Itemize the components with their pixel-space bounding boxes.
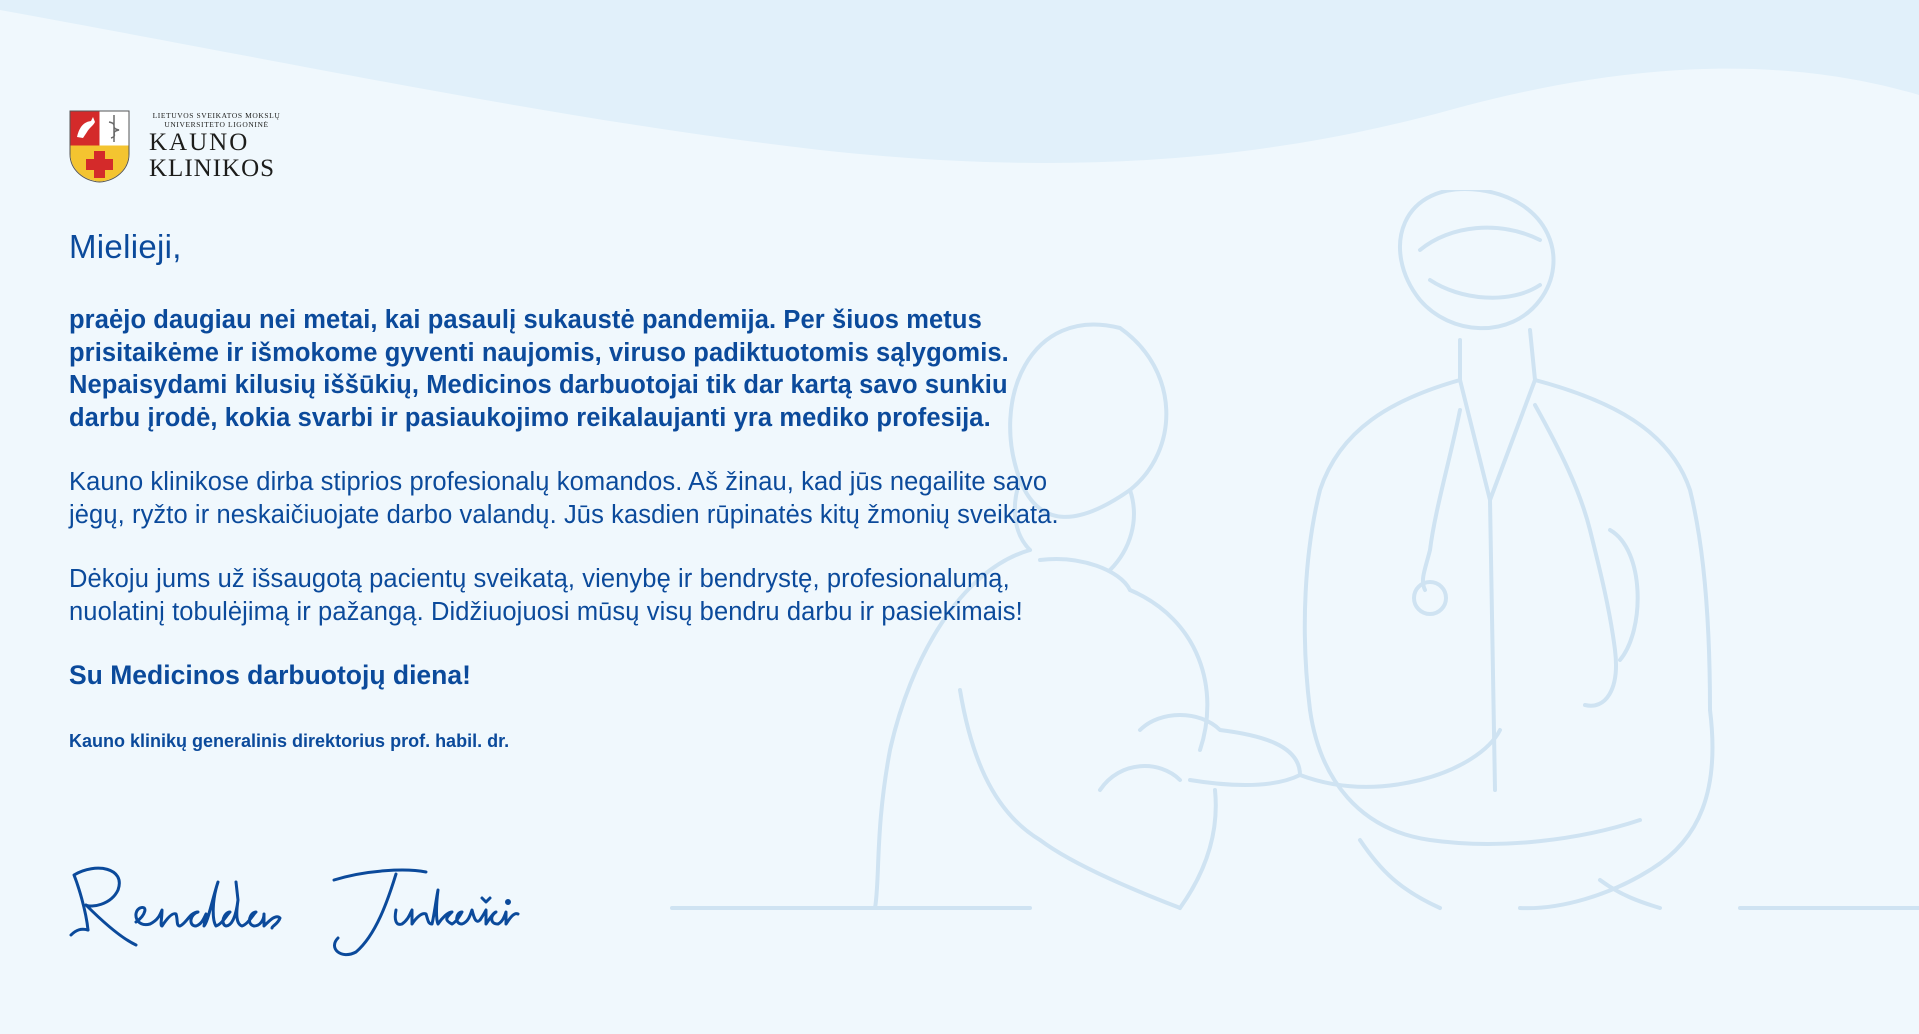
- logo-line-2: UNIVERSITETO LIGONINĖ: [164, 119, 269, 129]
- logo-line-1: LIETUVOS SVEIKATOS MOKSLŲ: [152, 111, 281, 120]
- kauno-klinikos-logo: [69, 110, 284, 183]
- closing-line: Su Medicinos darbuotojų diena!: [69, 660, 471, 690]
- greeting-letter: [69, 228, 1079, 752]
- coat-of-arms-icon: [69, 110, 130, 183]
- paragraph-pandemic: praėjo daugiau nei metai, kai pasaulį sukaustė pandemija. Per šiuos metus prisitaikėme ir išmokome gyventi naujomis, viruso padiktuotomis sąlygomis. Nepaisydami kilusių iššūkių, Medicinos darbuotojai tik dar kartą savo sunkiu darbu įrodė, kokia svarbi ir pasiaukojimo reikalaujanti yra mediko profesija.: [69, 306, 1009, 432]
- greeting-heading: Mielieji,: [69, 228, 182, 265]
- logo-line-3: KAUNO: [149, 129, 250, 156]
- signer-role: Kauno klinikų generalinis direktorius prof. habil. dr.: [69, 731, 510, 751]
- background-wave: [0, 0, 1919, 200]
- paragraph-teams: Kauno klinikose dirba stiprios profesionalų komandos. Aš žinau, kad jūs negailite savo jėgų, ryžto ir neskaičiuojate darbo valandų. Jūs kasdien rūpinatės kitų žmonių sveikata.: [69, 468, 1059, 529]
- handwritten-signature: [66, 860, 526, 960]
- paragraph-thanks: Dėkoju jums už išsaugotą pacientų sveikatą, vienybę ir bendrystę, profesionalumą, nuolatinį tobulėjimą ir pažangą. Didžiuojuosi mūsų visų bendru darbu ir pasiekimais!: [69, 565, 1023, 626]
- logo-line-4: KLINIKOS: [149, 155, 276, 182]
